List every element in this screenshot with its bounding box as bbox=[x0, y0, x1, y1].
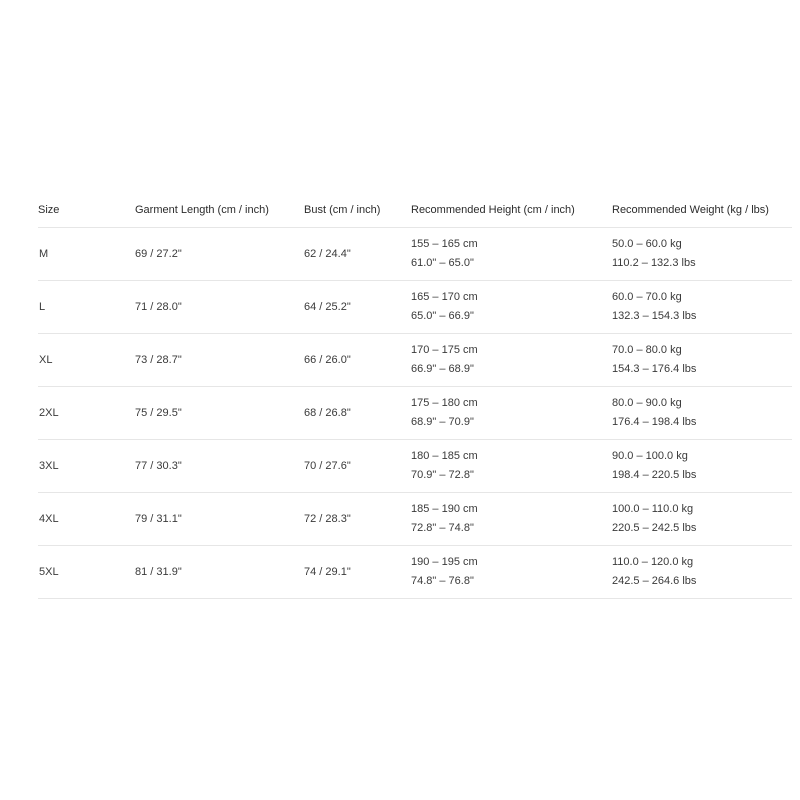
bust-cell: 64 / 25.2" bbox=[304, 281, 411, 334]
height-inch: 61.0" – 65.0" bbox=[411, 257, 474, 269]
size-cell: 5XL bbox=[38, 546, 135, 599]
size-cell: XL bbox=[38, 334, 135, 387]
height-cm: 190 – 195 cm bbox=[411, 556, 478, 568]
weight-kg: 60.0 – 70.0 kg bbox=[612, 291, 682, 303]
height-cm: 180 – 185 cm bbox=[411, 450, 478, 462]
header-size: Size bbox=[38, 193, 135, 228]
height-cm: 165 – 170 cm bbox=[411, 291, 478, 303]
weight-cell bbox=[612, 546, 792, 599]
weight-cell bbox=[612, 387, 792, 440]
table-row bbox=[38, 387, 792, 440]
table-row bbox=[38, 546, 792, 599]
header-recommended-height: Recommended Height (cm / inch) bbox=[411, 193, 612, 228]
weight-cell bbox=[612, 228, 792, 281]
size-cell: 4XL bbox=[38, 493, 135, 546]
garment-length-cell: 77 / 30.3" bbox=[135, 440, 304, 493]
garment-length-cell: 81 / 31.9" bbox=[135, 546, 304, 599]
weight-lbs: 132.3 – 154.3 lbs bbox=[612, 310, 697, 322]
weight-cell bbox=[612, 493, 792, 546]
height-inch: 68.9" – 70.9" bbox=[411, 416, 474, 428]
table-header bbox=[38, 193, 792, 228]
header-bust: Bust (cm / inch) bbox=[304, 193, 411, 228]
size-cell: M bbox=[38, 228, 135, 281]
height-cell bbox=[411, 228, 612, 281]
table-row bbox=[38, 493, 792, 546]
size-cell: 3XL bbox=[38, 440, 135, 493]
table-row bbox=[38, 440, 792, 493]
height-cell bbox=[411, 493, 612, 546]
height-inch: 66.9" – 68.9" bbox=[411, 363, 474, 375]
height-inch: 72.8" – 74.8" bbox=[411, 522, 474, 534]
size-chart-table bbox=[38, 193, 792, 599]
weight-kg: 80.0 – 90.0 kg bbox=[612, 397, 682, 409]
weight-kg: 70.0 – 80.0 kg bbox=[612, 344, 682, 356]
bust-cell: 72 / 28.3" bbox=[304, 493, 411, 546]
bust-cell: 62 / 24.4" bbox=[304, 228, 411, 281]
bust-cell: 74 / 29.1" bbox=[304, 546, 411, 599]
weight-kg: 100.0 – 110.0 kg bbox=[612, 503, 694, 515]
garment-length-cell: 73 / 28.7" bbox=[135, 334, 304, 387]
height-cell bbox=[411, 281, 612, 334]
bust-cell: 66 / 26.0" bbox=[304, 334, 411, 387]
header-recommended-weight: Recommended Weight (kg / lbs) bbox=[612, 193, 792, 228]
height-cell bbox=[411, 334, 612, 387]
height-cell bbox=[411, 546, 612, 599]
height-cell bbox=[411, 440, 612, 493]
weight-cell bbox=[612, 440, 792, 493]
header-row bbox=[38, 193, 792, 228]
garment-length-cell: 75 / 29.5" bbox=[135, 387, 304, 440]
height-inch: 65.0" – 66.9" bbox=[411, 310, 474, 322]
size-cell: L bbox=[38, 281, 135, 334]
height-cm: 155 – 165 cm bbox=[411, 238, 478, 250]
height-cell bbox=[411, 387, 612, 440]
height-inch: 70.9" – 72.8" bbox=[411, 469, 474, 481]
weight-cell bbox=[612, 334, 792, 387]
garment-length-cell: 79 / 31.1" bbox=[135, 493, 304, 546]
weight-lbs: 176.4 – 198.4 lbs bbox=[612, 416, 697, 428]
height-inch: 74.8" – 76.8" bbox=[411, 575, 474, 587]
weight-kg: 90.0 – 100.0 kg bbox=[612, 450, 688, 462]
garment-length-cell: 69 / 27.2" bbox=[135, 228, 304, 281]
weight-lbs: 110.2 – 132.3 lbs bbox=[612, 257, 696, 269]
weight-lbs: 198.4 – 220.5 lbs bbox=[612, 469, 697, 481]
weight-kg: 110.0 – 120.0 kg bbox=[612, 556, 694, 568]
table-row bbox=[38, 228, 792, 281]
height-cm: 170 – 175 cm bbox=[411, 344, 478, 356]
weight-cell bbox=[612, 281, 792, 334]
table-body bbox=[38, 228, 792, 599]
bust-cell: 68 / 26.8" bbox=[304, 387, 411, 440]
weight-lbs: 154.3 – 176.4 lbs bbox=[612, 363, 697, 375]
weight-lbs: 220.5 – 242.5 lbs bbox=[612, 522, 697, 534]
garment-length-cell: 71 / 28.0" bbox=[135, 281, 304, 334]
bust-cell: 70 / 27.6" bbox=[304, 440, 411, 493]
table-row bbox=[38, 334, 792, 387]
height-cm: 175 – 180 cm bbox=[411, 397, 478, 409]
height-cm: 185 – 190 cm bbox=[411, 503, 478, 515]
size-cell: 2XL bbox=[38, 387, 135, 440]
weight-lbs: 242.5 – 264.6 lbs bbox=[612, 575, 697, 587]
table-row bbox=[38, 281, 792, 334]
header-garment-length: Garment Length (cm / inch) bbox=[135, 193, 304, 228]
weight-kg: 50.0 – 60.0 kg bbox=[612, 238, 682, 250]
